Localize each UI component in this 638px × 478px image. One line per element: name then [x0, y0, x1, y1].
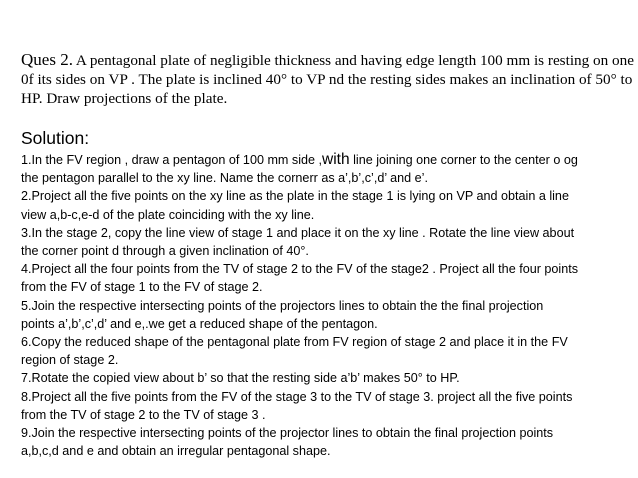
step-2-line-2: view a,b-c,e-d of the plate coinciding with the xy line.	[21, 207, 315, 222]
step-1-line-1-big: with	[322, 151, 350, 168]
step-9-line-1: 9.Join the respective intersecting points of the projector lines to obtain the final projection points	[21, 426, 554, 441]
question-line-1-text: A pentagonal plate of negligible thickness and having edge length 100 mm is resting on one	[72, 52, 634, 69]
question-label: Ques 2.	[21, 50, 73, 69]
step-2-line-1: 2.Project all the five points on the xy line as the plate in the stage 1 is lying on VP and obtain a line	[21, 189, 569, 204]
step-4-line-2: from the FV of stage 1 to the FV of stage 2.	[21, 280, 263, 295]
step-1-line-1-post: line joining one corner to the center o og	[349, 153, 578, 167]
solution-steps	[21, 151, 631, 460]
step-1-line-1-pre: 1.In the FV region , draw a pentagon of 100 mm side ,	[21, 153, 323, 167]
question-line-2: 0f its sides on VP . The plate is inclined 40° to VP nd the resting sides makes an inclination of 50° to	[21, 71, 633, 88]
step-9-line-2: a,b,c,d and e and obtain an irregular pentagonal shape.	[21, 444, 331, 459]
step-6-line-2: region of stage 2.	[21, 353, 119, 368]
question-line-3: HP. Draw projections of the plate.	[21, 90, 228, 107]
step-5-line-1: 5.Join the respective intersecting points of the projectors lines to obtain the the final projection	[21, 298, 544, 313]
question-line-1	[21, 50, 634, 70]
step-1-line-2: the pentagon parallel to the xy line. Name the cornerr as a’,b’,c’,d’ and e’.	[21, 171, 428, 186]
step-4-line-1: 4.Project all the four points from the TV of stage 2 to the FV of the stage2 . Project all the four points	[21, 262, 578, 277]
step-5-line-2: points a’,b’,c’,d’ and e,.we get a reduced shape of the pentagon.	[21, 316, 378, 331]
step-8-line-2: from the TV of stage 2 to the TV of stage 3 .	[21, 407, 266, 422]
step-3-line-2: the corner point d through a given inclination of 40°.	[21, 244, 309, 259]
step-3-line-1: 3.In the stage 2, copy the line view of stage 1 and place it on the xy line . Rotate the line view about	[21, 225, 575, 240]
step-7-line-1: 7.Rotate the copied view about b’ so that the resting side a’b’ makes 50° to HP.	[21, 371, 460, 386]
step-8-line-1: 8.Project all the five points from the FV of the stage 3 to the TV of stage 3. project all the five points	[21, 389, 573, 404]
question-text	[21, 50, 634, 108]
solution-heading: Solution:	[21, 128, 90, 148]
step-6-line-1: 6.Copy the reduced shape of the pentagonal plate from FV region of stage 2 and place it in the FV	[21, 335, 568, 350]
step-1-line-1	[21, 151, 631, 169]
